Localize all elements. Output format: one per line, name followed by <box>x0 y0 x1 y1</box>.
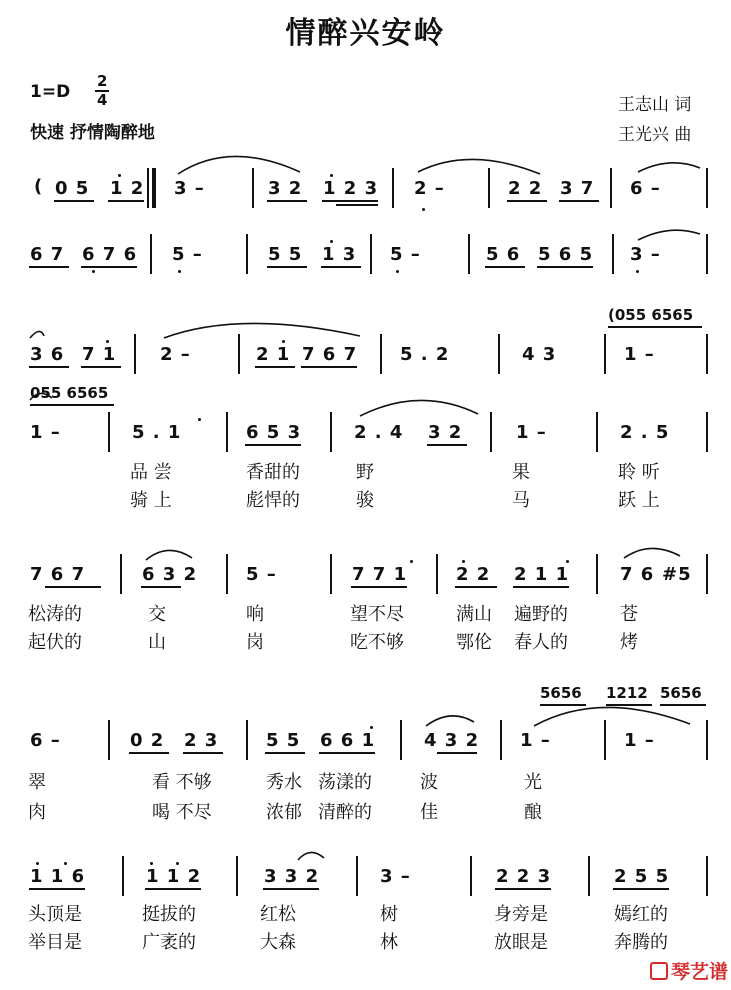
note-group: 7 1 <box>82 344 117 365</box>
lyric: 清醉的 <box>318 802 372 823</box>
slur <box>146 550 192 560</box>
lyric: 肉 <box>28 802 46 823</box>
note-group: 7 6 7 <box>30 564 86 585</box>
lyric: 春人的 <box>514 632 568 653</box>
lyric: 果 <box>512 462 530 483</box>
lyric: 野 <box>356 462 374 483</box>
lyric: 林 <box>380 932 398 953</box>
note-group: 3 – <box>380 866 411 887</box>
note-sharp: #5 <box>662 564 692 585</box>
note-group: 6 7 6 <box>82 244 138 265</box>
lyric: 松涛的 <box>28 604 82 625</box>
lyric: 马 <box>512 490 530 511</box>
lyric: 奔腾的 <box>614 932 668 953</box>
lyric: 嫣红的 <box>614 904 668 925</box>
note-group: 5 . 1 <box>132 422 182 443</box>
note-group: 2 1 1 <box>514 564 570 585</box>
note-group: 2 2 <box>456 564 491 585</box>
lyric: 烤 <box>620 632 638 653</box>
slur <box>360 400 478 416</box>
lyric: 放眼是 <box>494 932 548 953</box>
note-group: 2 1 <box>256 344 291 365</box>
note-group: 6 6 1 <box>320 730 376 751</box>
note-group: 1 – <box>30 422 61 443</box>
lyric: 酿 <box>524 802 542 823</box>
note-group: 1 – <box>516 422 547 443</box>
note-group: 0 5 <box>55 178 90 199</box>
note-group: 2 3 <box>184 730 219 751</box>
intro-paren: ( <box>34 176 44 197</box>
note-group: 1 – <box>520 730 551 751</box>
alt-notes: 5656 <box>660 684 702 702</box>
song-title: 情醉兴安岭 <box>285 16 446 51</box>
lyric: 红松 <box>260 904 296 925</box>
key-signature: 1=D <box>30 82 71 102</box>
slur <box>178 156 300 174</box>
lyric: 身旁是 <box>494 904 548 925</box>
note-group: 3 3 2 <box>264 866 320 887</box>
note-group: 1 3 <box>322 244 357 265</box>
note-group: 5 6 5 <box>538 244 594 265</box>
note-group: 1 – <box>624 730 655 751</box>
tempo-marking: 快速 抒情陶醉地 <box>30 123 155 143</box>
lyric: 响 <box>246 604 264 625</box>
note-group: 6 3 2 <box>142 564 198 585</box>
note-group: 2 . 4 <box>354 422 404 443</box>
slur <box>624 548 680 558</box>
lyric: 光 <box>524 772 542 793</box>
time-signature-bottom: 4 <box>97 91 108 109</box>
lyric: 大森 <box>260 932 296 953</box>
lyric: 望不尽 <box>350 604 404 625</box>
note-group: 2 2 <box>508 178 543 199</box>
note-group: 5 6 <box>486 244 521 265</box>
lyric: 翠 <box>28 772 46 793</box>
note-group: 5 – <box>246 564 277 585</box>
alt-notes: (055 6565 <box>608 306 694 324</box>
lyric: 举目是 <box>28 932 82 953</box>
note-group: 5 5 <box>268 244 303 265</box>
lyric: 彪悍的 <box>246 490 300 511</box>
note-group: 1 1 2 <box>146 866 202 887</box>
note-group: 7 6 7 <box>302 344 358 365</box>
logo-icon <box>650 962 668 980</box>
lyric: 广袤的 <box>142 932 196 953</box>
alt-notes: 5656 <box>540 684 582 702</box>
composer-credit: 王光兴 曲 <box>618 125 692 145</box>
lyric: 树 <box>380 904 398 925</box>
note-group: 3 6 <box>30 344 65 365</box>
lyric: 荡漾的 <box>318 772 372 793</box>
note-group: 7 7 1 <box>352 564 408 585</box>
slur <box>164 323 360 338</box>
note-group: 1 2 <box>110 178 145 199</box>
note-group: 3 2 <box>428 422 463 443</box>
lyric: 苍 <box>620 604 638 625</box>
slur <box>298 852 324 860</box>
slur <box>418 159 540 174</box>
note-group: 1 1 6 <box>30 866 86 887</box>
note-group: 6 5 3 <box>246 422 302 443</box>
lyric: 骑 上 <box>130 490 172 511</box>
watermark-text: 琴艺谱 <box>671 961 729 983</box>
slur <box>426 716 474 726</box>
note-group: 2 5 5 <box>614 866 670 887</box>
note-group: 6 – <box>630 178 661 199</box>
note-group: 2 – <box>160 344 191 365</box>
lyric: 看 不够 <box>152 772 212 793</box>
time-signature-top: 2 <box>97 72 108 90</box>
note-group: 2 2 3 <box>496 866 552 887</box>
lyric: 岗 <box>246 632 264 653</box>
note-group: 2 – <box>414 178 445 199</box>
slur <box>638 163 700 172</box>
note-group: 5 – <box>172 244 203 265</box>
lyric: 起伏的 <box>28 632 82 653</box>
note-group: 3 – <box>630 244 661 265</box>
lyric: 骏 <box>356 490 374 511</box>
note-group: 5 5 <box>266 730 301 751</box>
lyricist-credit: 王志山 词 <box>618 95 692 115</box>
slur <box>638 230 700 240</box>
lyric: 浓郁 <box>266 802 302 823</box>
note-group: 7 6 <box>620 564 655 585</box>
note-group: 3 – <box>174 178 205 199</box>
note-group: 3 2 <box>268 178 303 199</box>
note-group: 6 – <box>30 730 61 751</box>
lyric: 山 <box>148 632 166 653</box>
note-group: 0 2 <box>130 730 165 751</box>
lyric: 交 <box>148 604 166 625</box>
note-group: 5 – <box>390 244 421 265</box>
note-group: 6 7 <box>30 244 65 265</box>
lyric: 挺拔的 <box>142 904 196 925</box>
lyric: 跃 上 <box>618 490 660 511</box>
lyric: 波 <box>420 772 438 793</box>
note-group: 1 – <box>624 344 655 365</box>
note-group: 3 7 <box>560 178 595 199</box>
slur <box>30 393 52 400</box>
alt-notes: 055 6565 <box>30 384 109 402</box>
note-group: 2 . 5 <box>620 422 670 443</box>
lyric: 鄂伦 <box>456 632 492 653</box>
slur <box>534 707 690 726</box>
slur <box>30 331 44 338</box>
alt-notes: 1212 <box>606 684 648 702</box>
lyric: 聆 听 <box>618 462 660 483</box>
lyric: 吃不够 <box>350 632 404 653</box>
lyric: 遍野的 <box>514 604 568 625</box>
lyric: 佳 <box>420 802 438 823</box>
note-group: 4 3 <box>522 344 557 365</box>
lyric: 头顶是 <box>28 904 82 925</box>
lyric: 满山 <box>456 604 492 625</box>
note-group: 1 2 3 <box>323 178 379 199</box>
watermark-logo <box>650 957 728 984</box>
note-group: 4 3 2 <box>424 730 480 751</box>
note-group: 5 . 2 <box>400 344 450 365</box>
lyric: 品 尝 <box>130 462 172 483</box>
lyric: 秀水 <box>266 772 302 793</box>
lyric: 香甜的 <box>246 462 300 483</box>
lyric: 喝 不尽 <box>152 802 212 823</box>
